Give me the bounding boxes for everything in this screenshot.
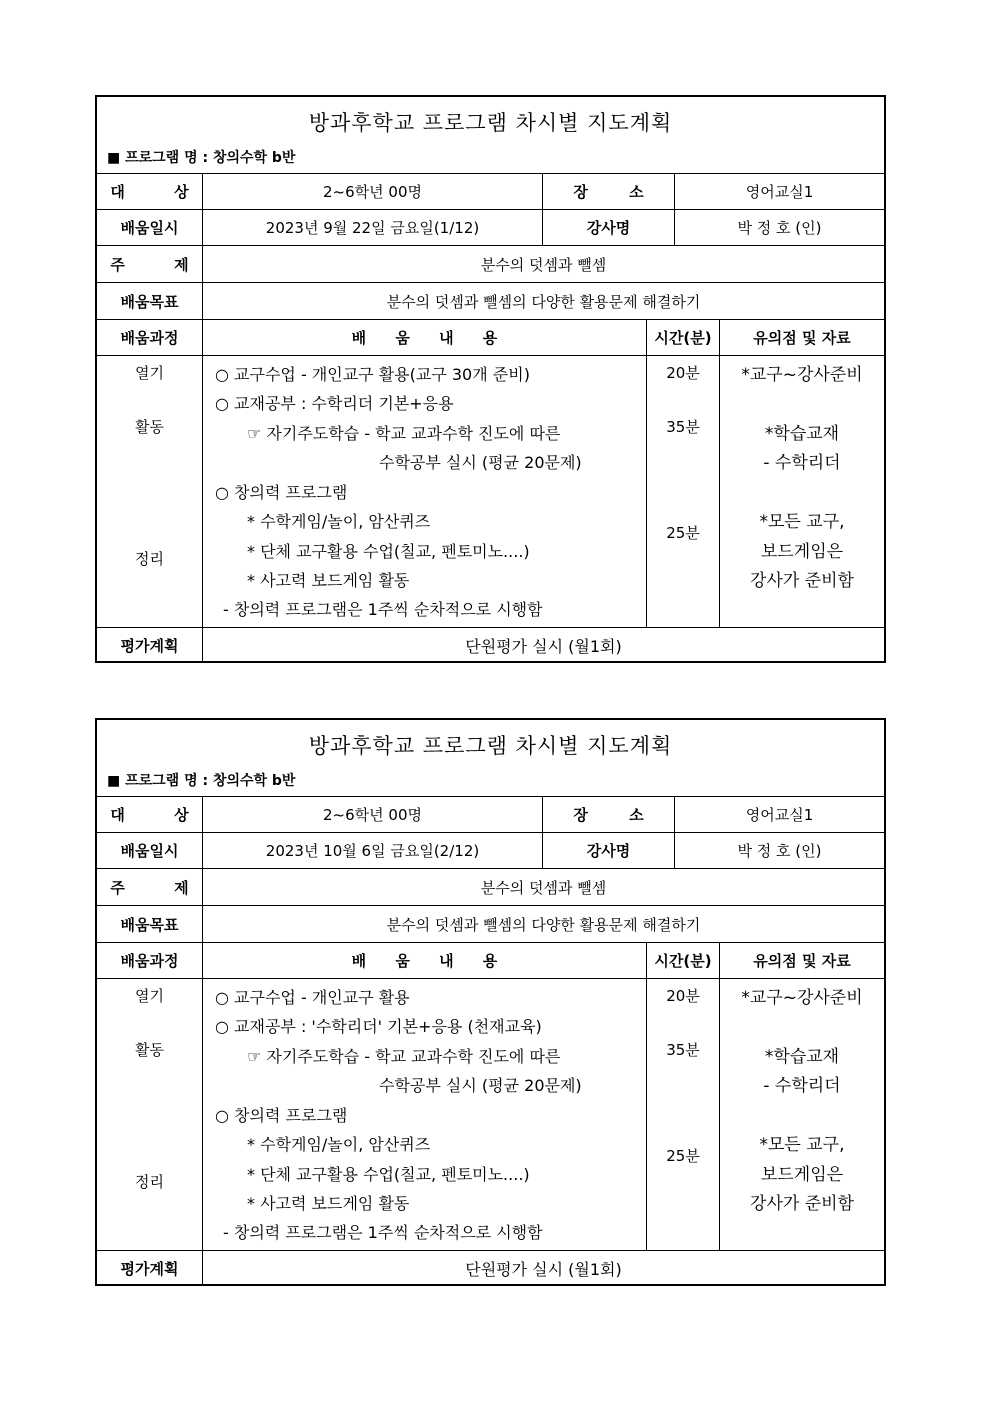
note-line: *교구~강사준비 — [741, 988, 863, 1008]
step-activity: 활동 — [135, 418, 164, 436]
time-value: 35분 — [666, 1041, 700, 1059]
eval-value: 단원평가 실시 (월1회) — [202, 1251, 884, 1286]
place-label: 장 소 — [542, 797, 674, 832]
subject-label: 주 제 — [110, 255, 211, 274]
plan-header — [97, 720, 884, 797]
content-line: - 창의력 프로그램은 1주씩 순차적으로 시행함 — [223, 1223, 543, 1242]
goal-value: 분수의 덧셈과 뺄셈의 다양한 활용문제 해결하기 — [202, 906, 884, 942]
time-label: 시간(분) — [646, 320, 719, 355]
row-content — [97, 356, 884, 628]
goal-label: 배움목표 — [120, 915, 179, 934]
subject-value: 분수의 덧셈과 뺄셈 — [202, 869, 884, 905]
step-activity: 활동 — [135, 1041, 164, 1059]
row-subject — [97, 869, 884, 906]
date-value: 2023년 9월 22일 금요일(1/12) — [202, 210, 542, 245]
note-line: 강사가 준비함 — [750, 571, 854, 591]
step-open: 열기 — [135, 364, 164, 382]
row-target — [97, 797, 884, 833]
steps-column — [97, 356, 202, 627]
goal-label: 배움목표 — [120, 292, 179, 311]
content-line: 수학공부 실시 (평균 20문제) — [379, 453, 582, 472]
plan-title: 방과후학교 프로그램 차시별 지도계획 — [308, 111, 673, 135]
time-value: 20분 — [666, 364, 700, 382]
row-content — [97, 979, 884, 1251]
place-label: 장 소 — [542, 174, 674, 209]
note-line: *모든 교구, — [759, 512, 845, 532]
row-goal — [97, 283, 884, 320]
row-goal — [97, 906, 884, 943]
content-line: * 사고력 보드게임 활동 — [247, 571, 410, 590]
note-line: *학습교재 — [764, 424, 840, 444]
target-label: 대 상 — [110, 183, 211, 201]
content-line: * 단체 교구활용 수업(칠교, 펜토미노....) — [247, 542, 530, 561]
step-open: 열기 — [135, 987, 164, 1005]
content-label: 배 움 내 용 — [202, 943, 646, 978]
date-label: 배움일시 — [120, 219, 179, 237]
content-label: 배 움 내 용 — [202, 320, 646, 355]
time-value: 25분 — [666, 1147, 700, 1165]
time-value: 20분 — [666, 987, 700, 1005]
row-process-header — [97, 943, 884, 979]
teacher-label: 강사명 — [542, 210, 674, 245]
eval-value: 단원평가 실시 (월1회) — [202, 628, 884, 663]
note-line: *학습교재 — [764, 1047, 840, 1067]
note-line: - 수학리더 — [763, 1076, 841, 1096]
subject-value: 분수의 덧셈과 뺄셈 — [202, 246, 884, 282]
content-line: - 창의력 프로그램은 1주씩 순차적으로 시행함 — [223, 600, 543, 619]
notes-label: 유의점 및 자료 — [719, 320, 884, 355]
lesson-plan-2 — [95, 718, 886, 1286]
notes-label: 유의점 및 자료 — [719, 943, 884, 978]
content-column — [202, 356, 646, 627]
time-value: 25분 — [666, 524, 700, 542]
program-name: ■ 프로그램 명 : 창의수학 b반 — [107, 773, 296, 789]
content-line: ○ 교구수업 - 개인교구 활용 — [215, 988, 410, 1007]
content-line: ☞ 자기주도학습 - 학교 교과수학 진도에 따른 — [247, 424, 561, 443]
plan-title: 방과후학교 프로그램 차시별 지도계획 — [308, 734, 673, 758]
notes-column — [719, 979, 884, 1250]
note-line: *모든 교구, — [759, 1135, 845, 1155]
row-target — [97, 174, 884, 210]
times-column — [646, 979, 719, 1250]
row-date — [97, 210, 884, 246]
place-value: 영어교실1 — [674, 174, 884, 209]
place-value: 영어교실1 — [674, 797, 884, 832]
content-line: * 수학게임/놀이, 암산퀴즈 — [247, 512, 431, 531]
time-label: 시간(분) — [646, 943, 719, 978]
note-line: 보드게임은 — [760, 542, 844, 562]
content-line: * 사고력 보드게임 활동 — [247, 1194, 410, 1213]
content-line: ○ 교재공부 : '수학리더' 기본+응용 (천재교육) — [215, 1017, 542, 1036]
row-process-header — [97, 320, 884, 356]
subject-label: 주 제 — [110, 878, 211, 897]
note-line: 강사가 준비함 — [750, 1194, 854, 1214]
content-line: * 단체 교구활용 수업(칠교, 펜토미노....) — [247, 1165, 530, 1184]
target-value: 2~6학년 00명 — [202, 174, 542, 209]
times-column — [646, 356, 719, 627]
process-label: 배움과정 — [120, 952, 179, 970]
program-name: ■ 프로그램 명 : 창의수학 b반 — [107, 150, 296, 166]
note-line: 보드게임은 — [760, 1165, 844, 1185]
content-line: ○ 교구수업 - 개인교구 활용(교구 30개 준비) — [215, 365, 530, 384]
teacher-value: 박 정 호 (인) — [674, 833, 884, 868]
step-wrap: 정리 — [135, 550, 164, 568]
teacher-label: 강사명 — [542, 833, 674, 868]
step-wrap: 정리 — [135, 1173, 164, 1191]
row-date — [97, 833, 884, 869]
lesson-plan-1 — [95, 95, 886, 663]
content-line: ○ 창의력 프로그램 — [215, 1106, 348, 1125]
content-line: 수학공부 실시 (평균 20문제) — [379, 1076, 582, 1095]
plan-header — [97, 97, 884, 174]
row-evaluation — [97, 1251, 884, 1286]
content-line: * 수학게임/놀이, 암산퀴즈 — [247, 1135, 431, 1154]
content-line: ○ 창의력 프로그램 — [215, 483, 348, 502]
content-line: ○ 교재공부 : 수학리더 기본+응용 — [215, 394, 454, 413]
date-value: 2023년 10월 6일 금요일(2/12) — [202, 833, 542, 868]
content-line: ☞ 자기주도학습 - 학교 교과수학 진도에 따른 — [247, 1047, 561, 1066]
row-evaluation — [97, 628, 884, 663]
target-value: 2~6학년 00명 — [202, 797, 542, 832]
target-label: 대 상 — [110, 806, 211, 824]
eval-label: 평가계획 — [120, 637, 179, 655]
note-line: *교구~강사준비 — [741, 365, 863, 385]
date-label: 배움일시 — [120, 842, 179, 860]
goal-value: 분수의 덧셈과 뺄셈의 다양한 활용문제 해결하기 — [202, 283, 884, 319]
content-column — [202, 979, 646, 1250]
steps-column — [97, 979, 202, 1250]
time-value: 35분 — [666, 418, 700, 436]
teacher-value: 박 정 호 (인) — [674, 210, 884, 245]
note-line: - 수학리더 — [763, 453, 841, 473]
row-subject — [97, 246, 884, 283]
eval-label: 평가계획 — [120, 1260, 179, 1278]
notes-column — [719, 356, 884, 627]
process-label: 배움과정 — [120, 329, 179, 347]
